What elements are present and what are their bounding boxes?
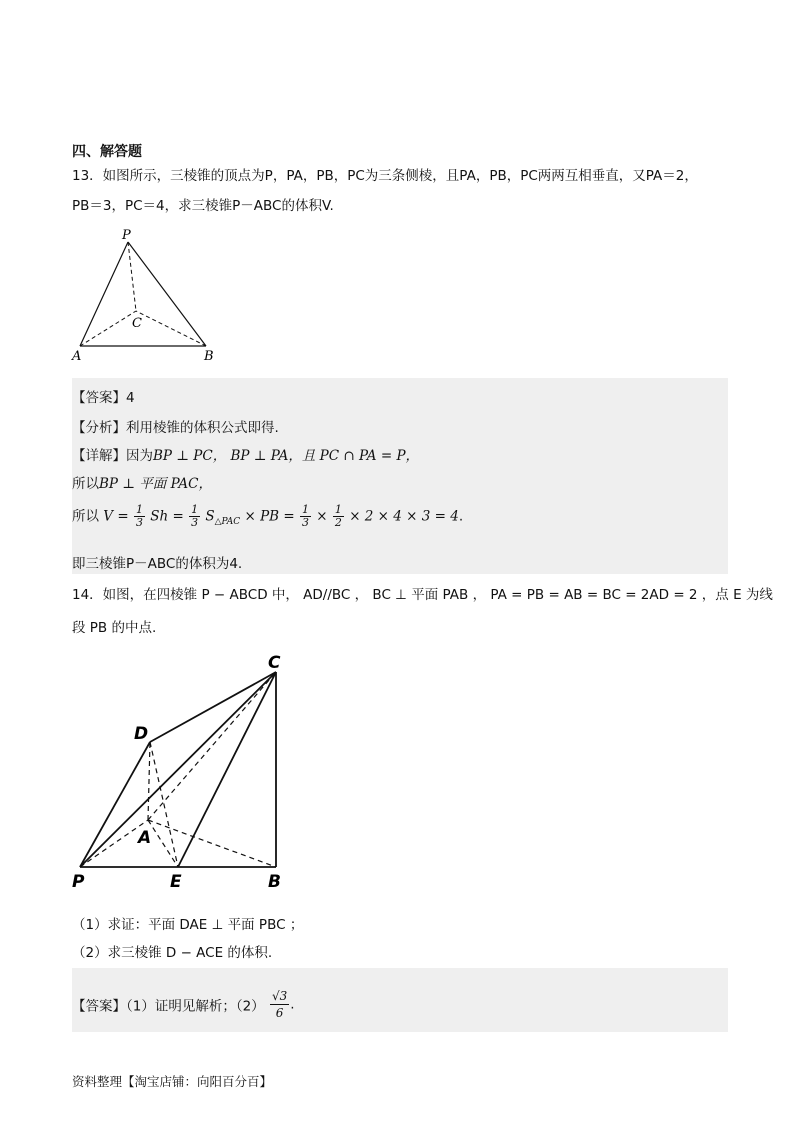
edge-pc [80,672,276,867]
answer-tag: 【答案】 [72,998,126,1015]
q13-line2: PB＝3，PC＝4，求三棱锥P－ABC的体积V. [72,198,334,214]
fraction-den: 3 [135,516,143,529]
detail-line1-prefix: 因为 [126,448,153,464]
q14-answer [72,988,295,1021]
edge-ae-hidden [148,820,178,867]
detail-line1-math: BP ⊥ PC， BP ⊥ PA，且 PC ∩ PA = P， [153,448,420,464]
fraction-num: 1 [302,503,309,516]
area-subscript: △PAC [214,517,241,528]
fraction-one-third-c [300,504,311,529]
detail-line3-prefix: 所以 [72,508,99,525]
edge-ab-hidden [148,820,276,867]
vertex-label-a: A [72,349,82,364]
q13-analysis [72,416,279,436]
edge-ad-hidden [148,742,150,820]
fraction-one-third-b [189,504,200,529]
analysis-tag: 【分析】 [72,420,126,436]
q14-line2: 段 PB 的中点. [72,620,157,636]
detail-tag: 【详解】 [72,448,126,464]
times-sign: × [316,508,328,525]
edge-de-hidden [150,742,178,867]
section-title: 四、解答题 [72,144,142,160]
vertex-label-a: A [138,828,152,848]
q14-pyramid-figure [70,650,300,895]
vertex-label-e: E [170,872,182,892]
edge-ec [178,672,276,867]
footer-text: 资料整理【淘宝店铺：向阳百分百】 [72,1074,273,1089]
fraction-sqrt3-over-6 [270,988,289,1021]
detail-line2-prefix: 所以 [72,476,99,492]
answer-tag: 【答案】 [72,390,126,406]
area-symbol: S [205,508,215,525]
volume-v-eq: V = [103,508,129,525]
formula-sh: Sh = [150,508,184,525]
line3-end: . [458,508,464,525]
vertex-label-p: P [122,228,131,243]
vertex-label-b: B [204,349,214,364]
detail-line2-math: BP ⊥ 平面 PAC， [99,476,212,492]
answer-value: 4 [126,390,135,406]
q13-answer [72,386,135,406]
vertex-label-c: C [268,653,281,673]
fraction-den: 6 [275,1006,284,1020]
q13-detail-line3 [72,504,463,529]
vertex-label-p: P [72,872,85,892]
q14-subquestion-1: （1）求证：平面 DAE ⊥ 平面 PBC ； [72,917,304,933]
q13-pyramid-figure [70,225,230,365]
fraction-num: √3 [271,989,288,1003]
answer-part1: （1）证明见解析；（2） [126,998,265,1015]
q13-line1: 13．如图所示，三棱锥的顶点为P，PA，PB，PC为三条侧棱，且PA，PB，PC两两互相垂直，又PA＝2， [72,168,698,184]
fraction-num: 1 [191,503,199,516]
q14-subquestion-2: （2）求三棱锥 D − ACE 的体积. [72,945,273,961]
vertex-label-d: D [134,724,149,744]
analysis-text: 利用棱锥的体积公式即得. [126,420,279,436]
fraction-num: 1 [135,503,143,516]
fraction-den: 2 [334,516,342,529]
q13-detail-line2 [72,472,212,492]
q14-line1: 14．如图，在四棱锥 P − ABCD 中， AD//BC ， BC ⊥ 平面 PAB ， PA = PB = AB = BC = 2AD = 2 ，点 E 为线 [72,587,773,603]
vertex-label-c: C [132,316,142,331]
q13-detail-line1 [72,444,419,464]
fraction-den: 3 [191,516,199,529]
vertex-label-b: B [268,872,281,892]
fraction-one-third-a [134,504,145,529]
q13-conclusion: 即三棱锥P－ABC的体积为4. [72,556,243,572]
edge-pc-hidden [128,242,136,311]
edge-bc-hidden [136,311,206,346]
edge-dc [150,672,276,742]
volume-result: × 2 × 4 × 3 = 4 [349,508,459,525]
times-pb: × PB = [244,508,295,525]
fraction-num: 1 [334,503,342,516]
fraction-one-half [333,504,344,529]
edge-pa [80,242,128,346]
fraction-den: 3 [302,516,309,529]
answer-end: . [290,996,295,1013]
edge-pd [80,742,150,867]
